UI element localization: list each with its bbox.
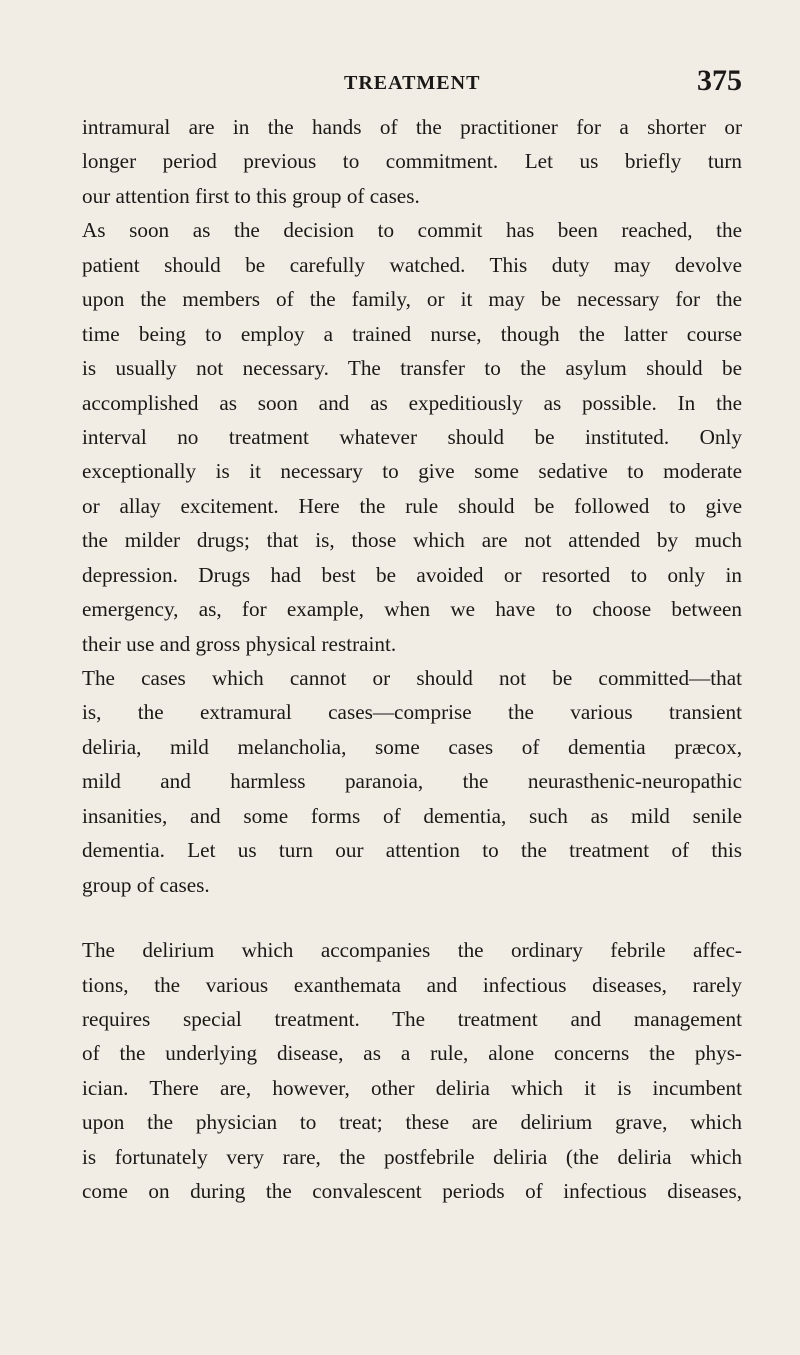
text-line: group of cases.: [82, 872, 210, 897]
text-line: mild and harmless paranoia, the neurasthenic-neuropathic: [82, 769, 742, 794]
text-line: exceptionally is it necessary to give some sedative to moderate: [82, 459, 742, 484]
running-head: [82, 64, 742, 100]
running-title: TREATMENT: [344, 72, 481, 94]
paragraph-1: [82, 110, 742, 213]
text-line: requires special treatment. The treatment and management: [82, 1006, 742, 1031]
text-line: come on during the convalescent periods of infectious diseases,: [82, 1179, 742, 1204]
text-line: insanities, and some forms of dementia, such as mild senile: [82, 803, 742, 828]
text-line: upon the members of the family, or it may be necessary for the: [82, 287, 742, 312]
text-line: tions, the various exanthemata and infectious diseases, rarely: [82, 972, 742, 997]
text-line: interval no treatment whatever should be instituted. Only: [82, 424, 742, 449]
page-number: 375: [697, 64, 742, 97]
paragraph-2: [82, 213, 742, 661]
paragraph-4: [82, 933, 742, 1209]
text-line: the milder drugs; that is, those which are not attended by much: [82, 528, 742, 553]
section-gap: [82, 902, 742, 933]
text-line: As soon as the decision to commit has been reached, the: [82, 218, 742, 243]
text-line: time being to employ a trained nurse, though the latter course: [82, 321, 742, 346]
paragraph-3: [82, 661, 742, 902]
text-line: of the underlying disease, as a rule, alone concerns the phys-: [82, 1041, 742, 1066]
text-line: The delirium which accompanies the ordinary febrile affec-: [82, 938, 742, 963]
text-line: is fortunately very rare, the postfebrile deliria (the deliria which: [82, 1144, 742, 1169]
text-line: their use and gross physical restraint.: [82, 631, 397, 656]
text-line: depression. Drugs had best be avoided or resorted to only in: [82, 562, 742, 587]
text-line: patient should be carefully watched. This duty may devolve: [82, 252, 742, 277]
text-line: emergency, as, for example, when we have to choose between: [82, 597, 742, 622]
body-text: [82, 110, 742, 1209]
text-line: is, the extramural cases—comprise the various transient: [82, 700, 742, 725]
text-line: accomplished as soon and as expeditiously as possible. In the: [82, 390, 742, 415]
text-line: The cases which cannot or should not be committed—that: [82, 666, 742, 690]
text-line: ician. There are, however, other deliria which it is incumbent: [82, 1075, 742, 1100]
text-line: longer period previous to commitment. Let us briefly turn: [82, 149, 742, 174]
text-line: our attention first to this group of cases.: [82, 183, 420, 208]
text-line: dementia. Let us turn our attention to the treatment of this: [82, 838, 742, 863]
text-line: intramural are in the hands of the practitioner for a shorter or: [82, 115, 742, 139]
text-line: deliria, mild melancholia, some cases of dementia præcox,: [82, 734, 742, 759]
text-line: is usually not necessary. The transfer to the asylum should be: [82, 356, 742, 381]
text-line: upon the physician to treat; these are delirium grave, which: [82, 1110, 742, 1135]
text-line: or allay excitement. Here the rule should be followed to give: [82, 493, 742, 518]
